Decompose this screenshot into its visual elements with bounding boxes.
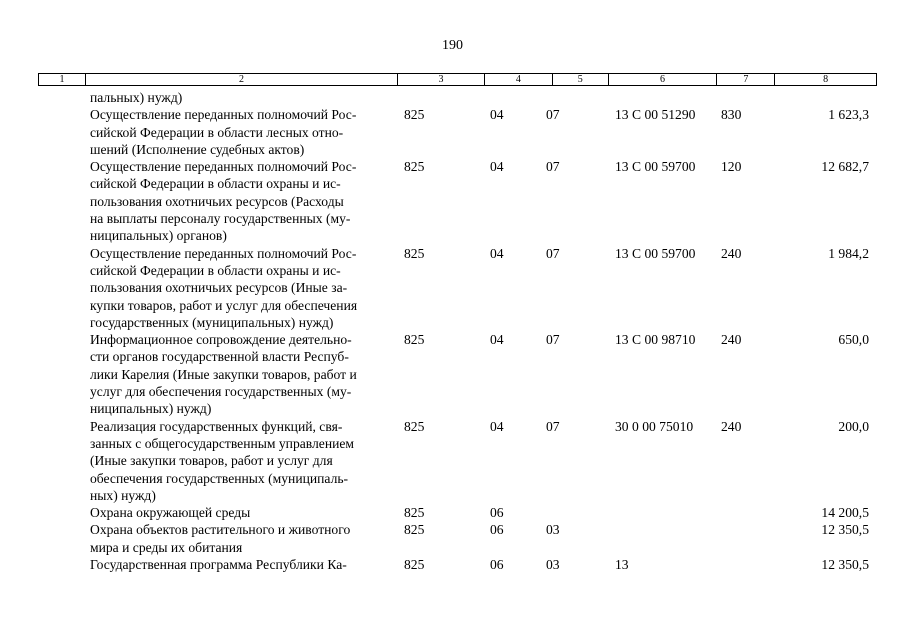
budget-table-body: [0, 89, 905, 573]
column-number-5: 5: [552, 74, 608, 85]
column-number-1: 1: [59, 74, 65, 85]
row-section-code: 06: [490, 557, 504, 573]
row-amount: 14 200,5: [821, 505, 869, 521]
row-expense-type: 830: [721, 107, 742, 123]
row-name: Охрана объектов растительного и животного мира и среды их обитания: [90, 522, 351, 555]
row-subsection-code: 03: [546, 522, 560, 538]
table-row: [0, 556, 905, 573]
column-number-4: 4: [484, 74, 552, 85]
row-section-code: 06: [490, 522, 504, 538]
row-section-code: 04: [490, 245, 504, 261]
row-section-code: 04: [490, 332, 504, 348]
row-subsection-code: 07: [546, 245, 560, 261]
column-number-6: 6: [608, 74, 717, 85]
table-row: [0, 418, 905, 504]
row-subsection-code: 07: [546, 107, 560, 123]
row-subsection-code: 03: [546, 557, 560, 573]
column-number-8: 8: [774, 74, 876, 85]
row-admin-code: 825: [404, 522, 425, 538]
table-row: [0, 331, 905, 417]
row-name: Государственная программа Республики Ка-: [90, 557, 347, 573]
table-column-numbers: [38, 73, 877, 86]
row-admin-code: 825: [404, 505, 425, 521]
row-admin-code: 825: [404, 418, 425, 434]
row-amount: 1 984,2: [828, 245, 869, 261]
row-target-article: 13: [615, 557, 629, 573]
row-expense-type: 240: [721, 332, 742, 348]
row-name: Осуществление переданных полномочий Рос- сийской Федерации в области лесных отно- шений (Исполнение судебных актов): [90, 107, 357, 157]
row-admin-code: 825: [404, 107, 425, 123]
table-row: [0, 158, 905, 244]
row-expense-type: 240: [721, 418, 742, 434]
row-section-code: 06: [490, 505, 504, 521]
row-section-code: 04: [490, 418, 504, 434]
table-row: [0, 521, 905, 556]
table-row: [0, 245, 905, 331]
row-amount: 12 350,5: [821, 522, 869, 538]
row-amount: 650,0: [838, 332, 869, 348]
row-section-code: 04: [490, 159, 504, 175]
column-number-2: 2: [85, 74, 397, 85]
column-number-7: 7: [716, 74, 774, 85]
table-row: [0, 106, 905, 158]
row-subsection-code: 07: [546, 418, 560, 434]
row-target-article: 13 С 00 98710: [615, 332, 696, 348]
row-name: Осуществление переданных полномочий Рос- сийской Федерации в области охраны и ис- пользования охотничьих ресурсов (Иные за- купки товаров, работ и услуг для обеспечения государственных (муниципальных) нужд): [90, 245, 358, 330]
page-number: 190: [442, 38, 463, 53]
row-admin-code: 825: [404, 332, 425, 348]
table-row: [0, 504, 905, 521]
row-name: Осуществление переданных полномочий Рос- сийской Федерации в области охраны и ис- пользования охотничьих ресурсов (Расходы на выплаты персоналу государственных (му- ниципальных) органов): [90, 159, 357, 244]
row-name: пальных) нужд): [90, 90, 183, 105]
row-admin-code: 825: [404, 557, 425, 573]
row-admin-code: 825: [404, 159, 425, 175]
table-row: [0, 89, 905, 106]
row-expense-type: 120: [721, 159, 742, 175]
row-subsection-code: 07: [546, 332, 560, 348]
row-admin-code: 825: [404, 245, 425, 261]
row-expense-type: 240: [721, 245, 742, 261]
row-section-code: 04: [490, 107, 504, 123]
row-target-article: 13 С 00 51290: [615, 107, 696, 123]
row-amount: 1 623,3: [828, 107, 869, 123]
row-target-article: 30 0 00 75010: [615, 418, 694, 434]
row-subsection-code: 07: [546, 159, 560, 175]
column-number-3: 3: [397, 74, 484, 85]
row-target-article: 13 С 00 59700: [615, 159, 696, 175]
row-name: Охрана окружающей среды: [90, 505, 251, 521]
row-name: Реализация государственных функций, свя- занных с общегосударственным управлением (Иные закупки товаров, работ и услуг для обеспечения государственных (муниципаль- ных) нужд): [90, 418, 355, 503]
row-name: Информационное сопровождение деятельно- сти органов государственной власти Респуб- лики Карелия (Иные закупки товаров, работ и услуг для обеспечения государственных (му- ниципальных) нужд): [90, 332, 357, 417]
row-amount: 12 350,5: [821, 557, 869, 573]
row-target-article: 13 С 00 59700: [615, 245, 696, 261]
row-amount: 200,0: [838, 418, 869, 434]
row-amount: 12 682,7: [821, 159, 869, 175]
